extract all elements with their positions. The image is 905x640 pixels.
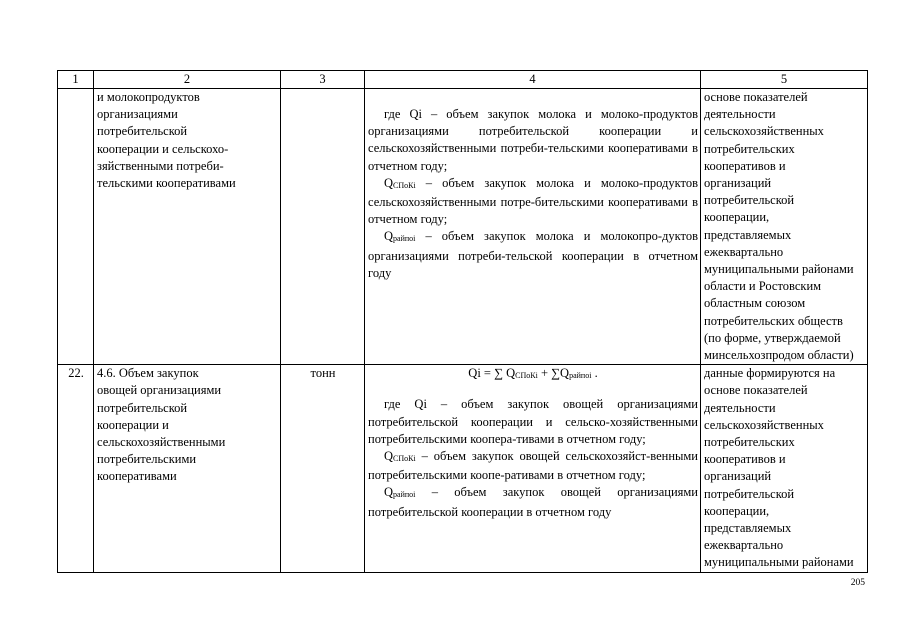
method-paragraph: QСПоКі – объем закупок молока и молоко-продуктов сельскохозяйственными потре-бительскими кооперативами в отчетном году;: [368, 175, 698, 227]
unit-cell: [281, 89, 365, 365]
method-paragraph: где Qi – объем закупок молока и молоко-продуктов организациями потребительской кооперации и сельскохозяйственными потреби-тельскими кооперативами в отчетном году;: [368, 107, 698, 173]
header-cell-4: 4: [365, 71, 701, 89]
method-paragraph: Qрайпоі – объем закупок молока и молокопро-дуктов организациями потреби-тельской кооперации в отчетном году: [368, 229, 698, 280]
indicator-name-cell: 4.6. Объем закупок овощей организациями потребительской кооперации и сельскохозяйственными потребительскими кооперативами: [94, 365, 281, 572]
method-paragraph: где Qi – объем закупок овощей организациями потребительской кооперации и сельско-хозяйственными потребительскими коопера-тивами в отчетном году;: [368, 397, 698, 446]
method-cell: [365, 365, 701, 572]
header-cell-2: 2: [94, 71, 281, 89]
unit-cell: тонн: [281, 365, 365, 572]
method-paragraph: Qрайпоі – объем закупок овощей организациями потребительской кооперации в отчетном году: [368, 485, 698, 519]
table-row-continued: [58, 89, 868, 365]
header-cell-3: 3: [281, 71, 365, 89]
header-cell-1: 1: [58, 71, 94, 89]
row-number-cell: [58, 89, 94, 365]
source-cell: данные формируются на основе показателей деятельности сельскохозяйственных потребительских кооперативов и организаций потребительской кооперации, представляемых ежеквартально муниципальными районами: [701, 365, 868, 572]
source-cell: основе показателей деятельности сельскохозяйственных потребительских кооперативов и организаций потребительской кооперации, представляемых ежеквартально муниципальными районами области и Ростовским областным союзом потребительских обществ (по форме, утверждаемой минсельхозпродом области): [701, 89, 868, 365]
indicator-name-cell: и молокопродуктов организациями потребительской кооперации и сельскохо- зяйственными потреби- тельскими кооперативами: [94, 89, 281, 365]
header-row: [58, 71, 868, 89]
method-cell: [365, 89, 701, 365]
formula: Qi = ∑ QСПоКі + ∑Qрайпоі .: [468, 366, 598, 381]
row-number-cell: 22.: [58, 365, 94, 572]
table-row-22: [58, 365, 868, 572]
method-paragraph: QСПоКі – объем закупок овощей сельскохозяйст-венными потребительскими коопе-ративами в отчетном году;: [368, 449, 698, 483]
header-cell-5: 5: [701, 71, 868, 89]
indicators-table: [57, 70, 868, 573]
page-number: 205: [850, 578, 865, 588]
